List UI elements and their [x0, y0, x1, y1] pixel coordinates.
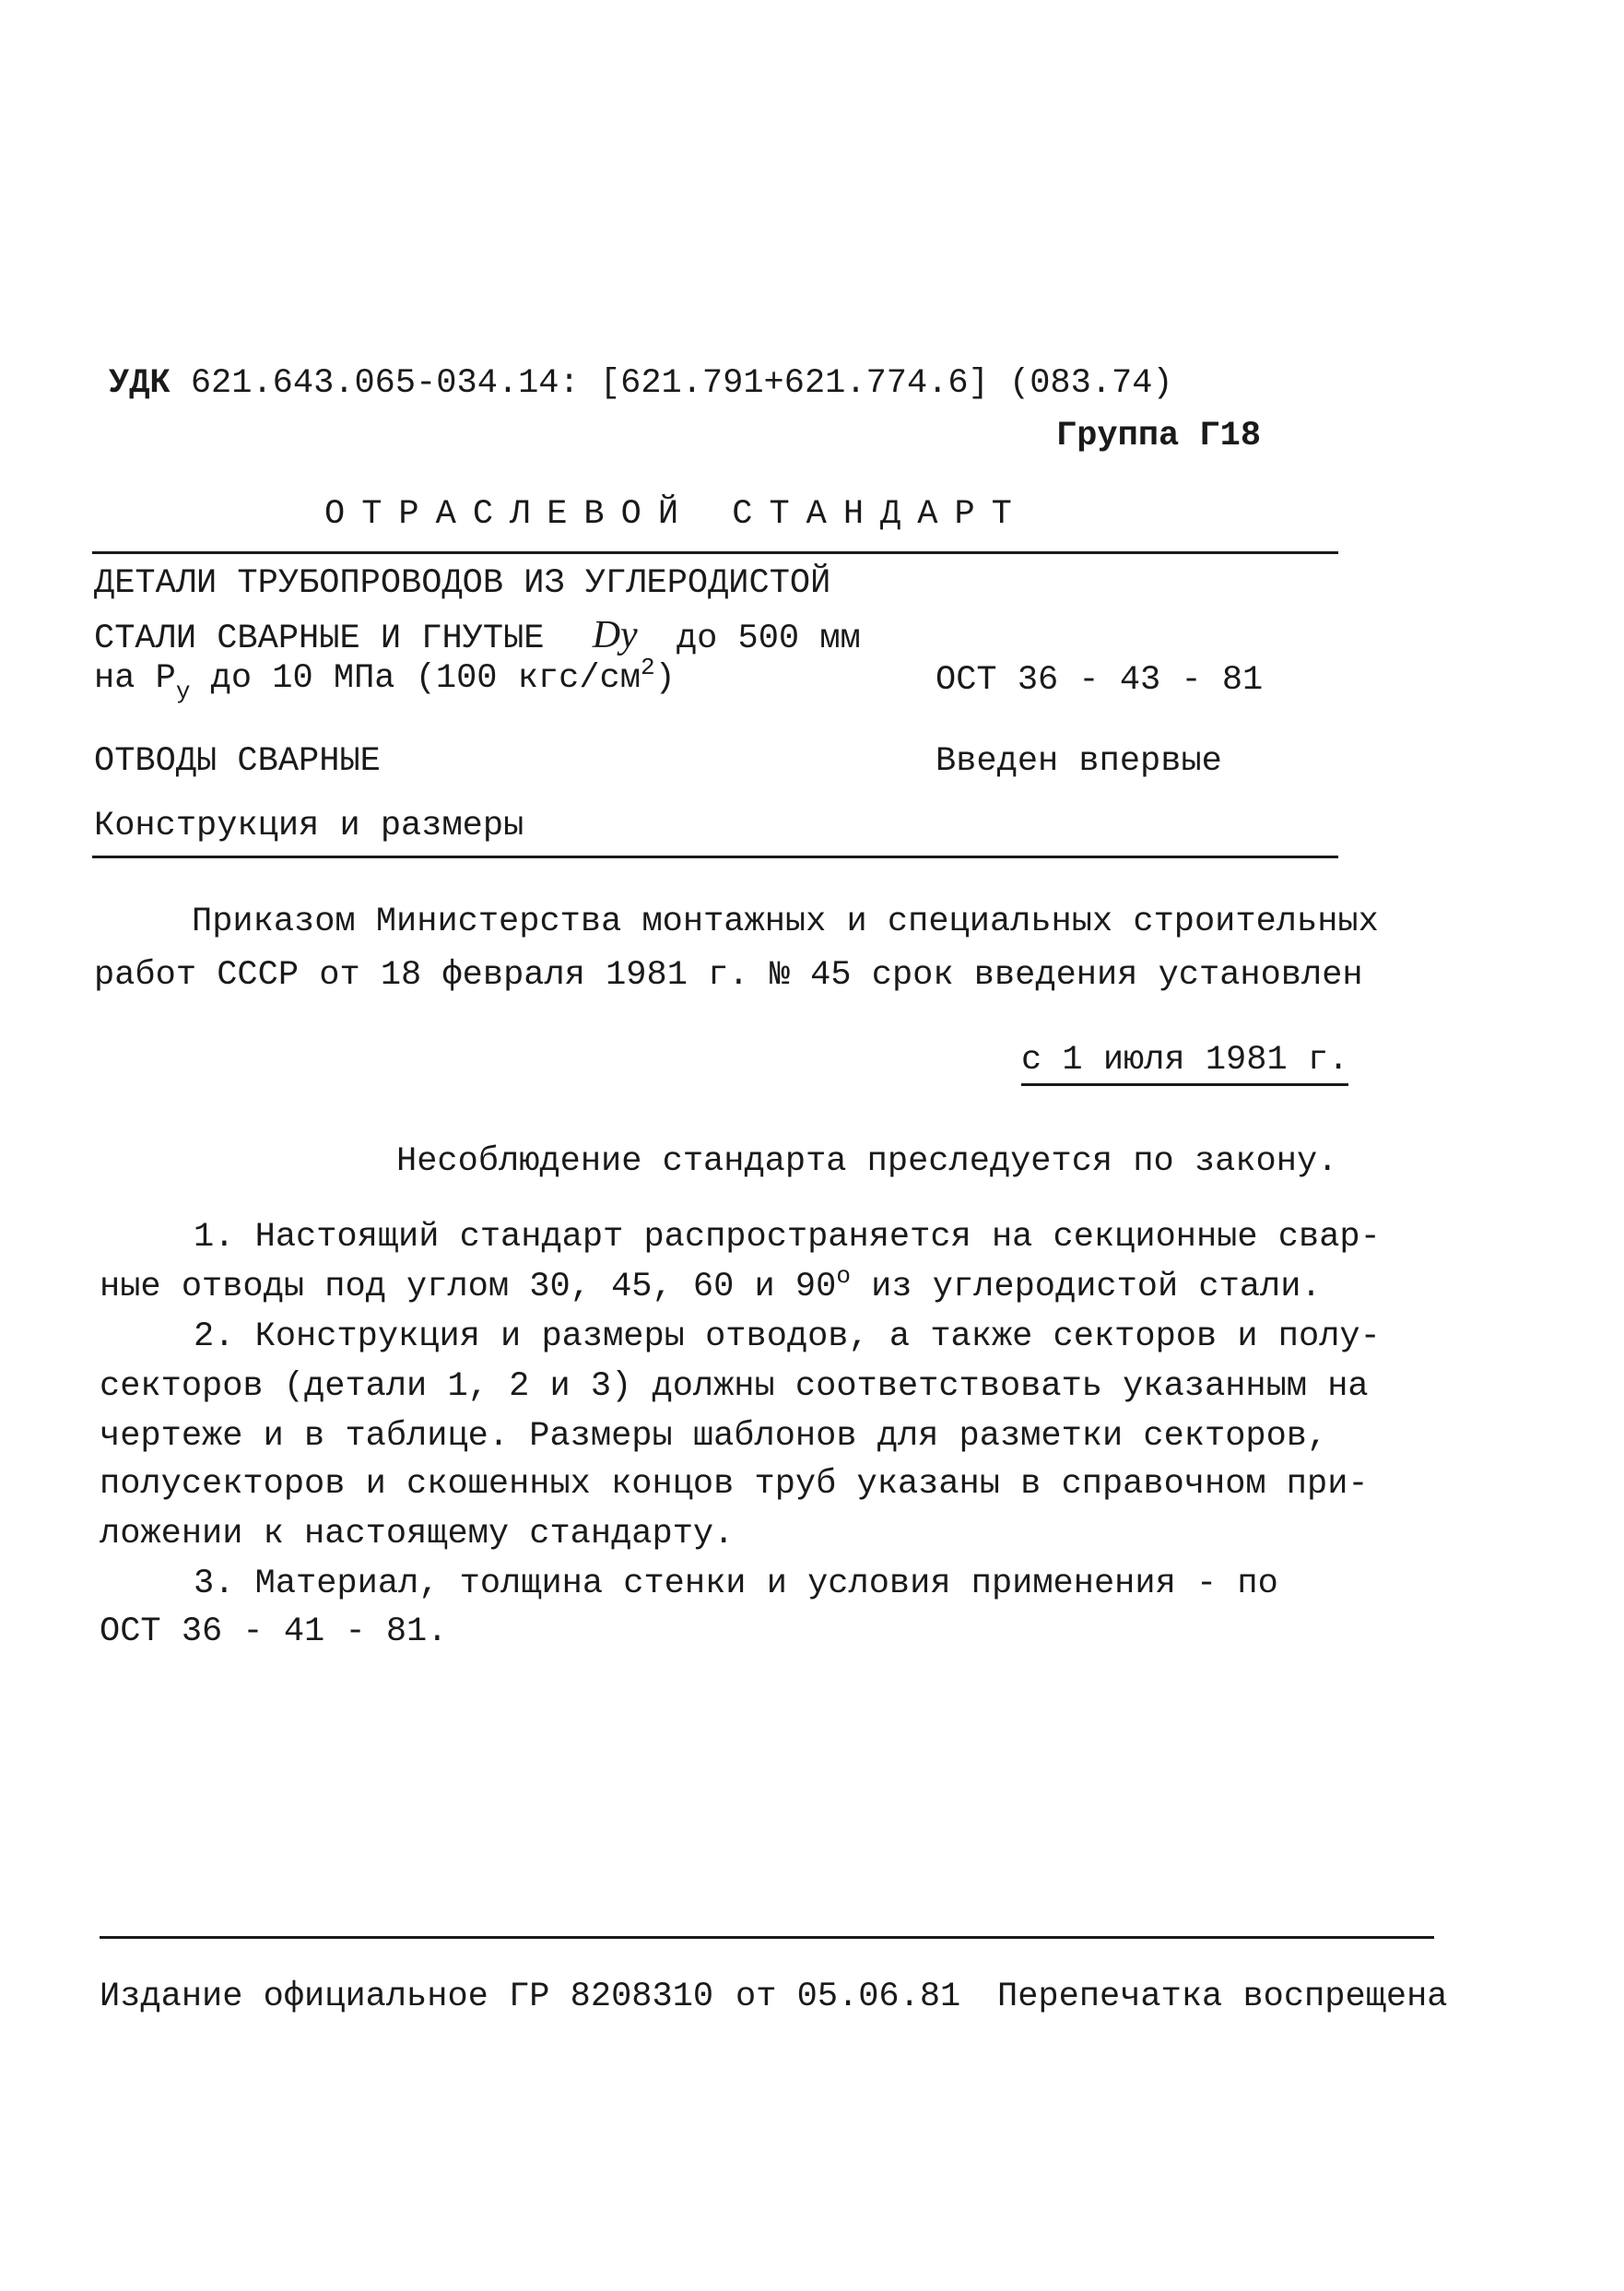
title-line-3: на $P_у$ до 10 МПа (100 кгс/$см^2$)	[94, 654, 676, 705]
degree-symbol: о	[836, 1262, 851, 1290]
footer-edition: Издание официальное ГР 8208310	[100, 1978, 714, 2016]
clause-2-line-5: ложении к настоящему стандарту.	[100, 1515, 735, 1553]
order-line-1: Приказом Министерства монтажных и специальных строительных	[192, 903, 1379, 941]
footer-reprint: Перепечатка воспрещена	[997, 1978, 1448, 2016]
dy-symbol: Dу	[592, 614, 638, 656]
udk-code: 621.643.065-034.14: [621.791+621.774.6] (083.74)	[190, 364, 1173, 403]
section-title: Конструкция и размеры	[94, 807, 524, 845]
clause-3-line-2: ОСТ 36 - 41 - 81.	[100, 1612, 448, 1651]
clause-3-line-1: 3. Материал, толщина стенки и условия применения - по	[194, 1565, 1278, 1603]
legal-warning: Несоблюдение стандарта преследуется по закону.	[396, 1142, 1338, 1181]
clause-2-line-1: 2. Конструкция и размеры отводов, а также секторов и полу-	[194, 1317, 1381, 1356]
rule-bottom	[92, 856, 1338, 858]
status: Введен впервые	[936, 742, 1222, 781]
clause-2-line-2: секторов (детали 1, 2 и 3) должны соответствовать указанным на	[100, 1367, 1369, 1406]
group-label: Группа Г18	[1056, 417, 1262, 455]
designation: ОСТ 36 - 43 - 81	[936, 661, 1264, 700]
clause-1-line-2: ные отводы под углом 30, 45, 60 и $90^о$ из углеродистой стали.	[100, 1262, 1322, 1306]
clause-2-line-3: чертеже и в таблице. Размеры шаблонов для разметки секторов,	[100, 1417, 1328, 1456]
order-date: с 1 июля 1981 г.	[1021, 1044, 1348, 1078]
rule-footer	[100, 1936, 1434, 1939]
clause-1-line-1: 1. Настоящий стандарт распространяется на секционные свар-	[194, 1218, 1381, 1257]
subtitle: ОТВОДЫ СВАРНЫЕ	[94, 742, 381, 781]
udk-line	[109, 364, 1173, 403]
rule-top	[92, 551, 1338, 554]
standard-type: ОТРАСЛЕВОЙ СТАНДАРТ	[324, 495, 1029, 534]
order-line-2: работ СССР от 18 февраля 1981 г. № 45 срок введения установлен	[94, 956, 1363, 995]
udk-label: УДК	[109, 364, 171, 403]
footer-date: от 05.06.81	[736, 1978, 961, 2016]
clause-2-line-4: полусекторов и скошенных концов труб указаны в справочном при-	[100, 1465, 1369, 1504]
title-line-1: ДЕТАЛИ ТРУБОПРОВОДОВ ИЗ УГЛЕРОДИСТОЙ	[94, 564, 831, 603]
title-line-2: СТАЛИ СВАРНЫЕ И ГНУТЫЕ Dу до 500 мм	[94, 614, 861, 658]
